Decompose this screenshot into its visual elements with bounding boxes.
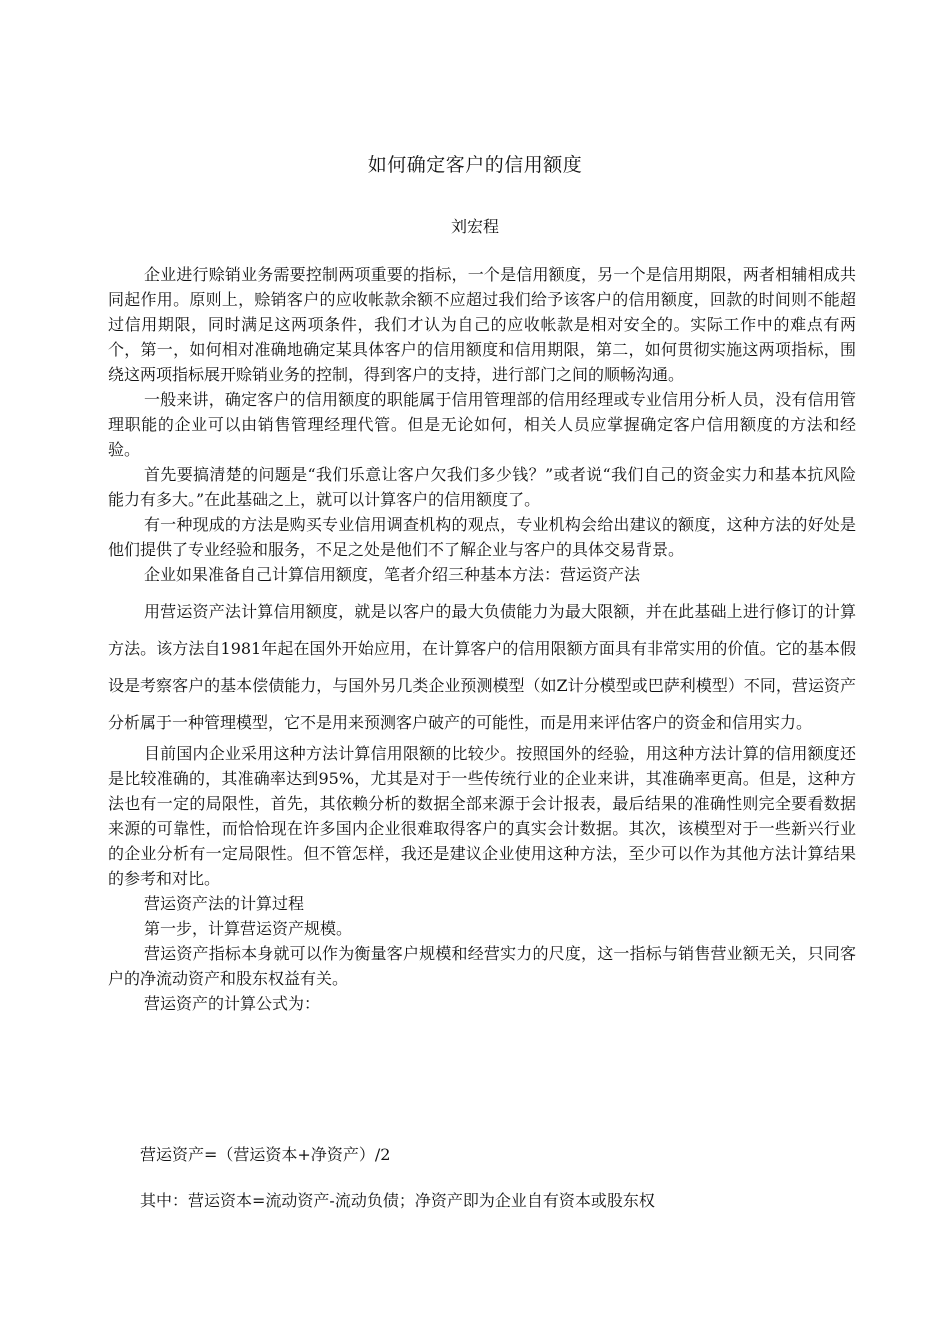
paragraph: 目前国内企业采用这种方法计算信用限额的比较少。按照国外的经验，用这种方法计算的信用额度还是比较准确的，其准确率达到95%，尤其是对于一些传统行业的企业来讲，其准确率更高。但是，这种方法也有一定的局限性，首先，其依赖分析的数据全部来源于会计报表，最后结果的准确性则完全要看数据来源的可靠性，而恰恰现在许多国内企业很难取得客户的真实会计数据。其次，该模型对于一些新兴行业的企业分析有一定局限性。但不管怎样，我还是建议企业使用这种方法，至少可以作为其他方法计算结果的参考和对比。 <box>108 744 856 888</box>
formula-note: 其中：营运资本=流动资产-流动负债；净资产即为企业自有资本或股东权 <box>140 1191 655 1210</box>
document-title: 如何确定客户的信用额度 <box>367 154 583 176</box>
paragraph: 企业进行赊销业务需要控制两项重要的指标，一个是信用额度，另一个是信用期限，两者相辅相成共同起作用。原则上，赊销客户的应收帐款余额不应超过我们给予该客户的信用额度，回款的时间则不能超过信用期限，同时满足这两项条件，我们才认为自己的应收帐款是相对安全的。实际工作中的难点有两个，第一，如何相对准确地确定某具体客户的信用额度和信用期限，第二，如何贯彻实施这两项指标，围绕这两项指标展开赊销业务的控制，得到客户的支持，进行部门之间的顺畅沟通。 <box>108 265 856 384</box>
section-heading: 营运资产法的计算过程 <box>144 894 305 913</box>
paragraph: 首先要搞清楚的问题是“我们乐意让客户欠我们多少钱？”或者说“我们自己的资金实力和基本抗风险能力有多大。”在此基础之上，就可以计算客户的信用额度了。 <box>108 465 856 509</box>
formula: 营运资产=（营运资本+净资产）/2 <box>140 1145 391 1164</box>
paragraph: 营运资产指标本身就可以作为衡量客户规模和经营实力的尺度，这一指标与销售营业额无关，只同客户的净流动资产和股东权益有关。 <box>108 944 856 988</box>
paragraph: 用营运资产法计算信用额度，就是以客户的最大负债能力为最大限额，并在此基础上进行修订的计算方法。该方法自1981年起在国外开始应用，在计算客户的信用限额方面具有非常实用的价值。它的基本假设是考察客户的基本偿债能力，与国外另几类企业预测模型（如Z计分模型或巴萨利模型）不同，营运资产分析属于一种管理模型，它不是用来预测客户破产的可能性，而是用来评估客户的资金和信用实力。 <box>108 602 856 732</box>
paragraph: 有一种现成的方法是购买专业信用调查机构的观点，专业机构会给出建议的额度，这种方法的好处是他们提供了专业经验和服务，不足之处是他们不了解企业与客户的具体交易背景。 <box>108 515 856 559</box>
document-author: 刘宏程 <box>450 217 499 236</box>
paragraph: 一般来讲，确定客户的信用额度的职能属于信用管理部的信用经理或专业信用分析人员，没有信用管理职能的企业可以由销售管理经理代管。但是无论如何，相关人员应掌握确定客户信用额度的方法和经验。 <box>108 390 856 459</box>
document-body <box>108 262 856 1016</box>
paragraph: 企业如果准备自己计算信用额度，笔者介绍三种基本方法：营运资产法 <box>144 565 641 584</box>
step-heading: 第一步，计算营运资产规模。 <box>144 919 353 938</box>
paragraph: 营运资产的计算公式为： <box>144 994 321 1013</box>
